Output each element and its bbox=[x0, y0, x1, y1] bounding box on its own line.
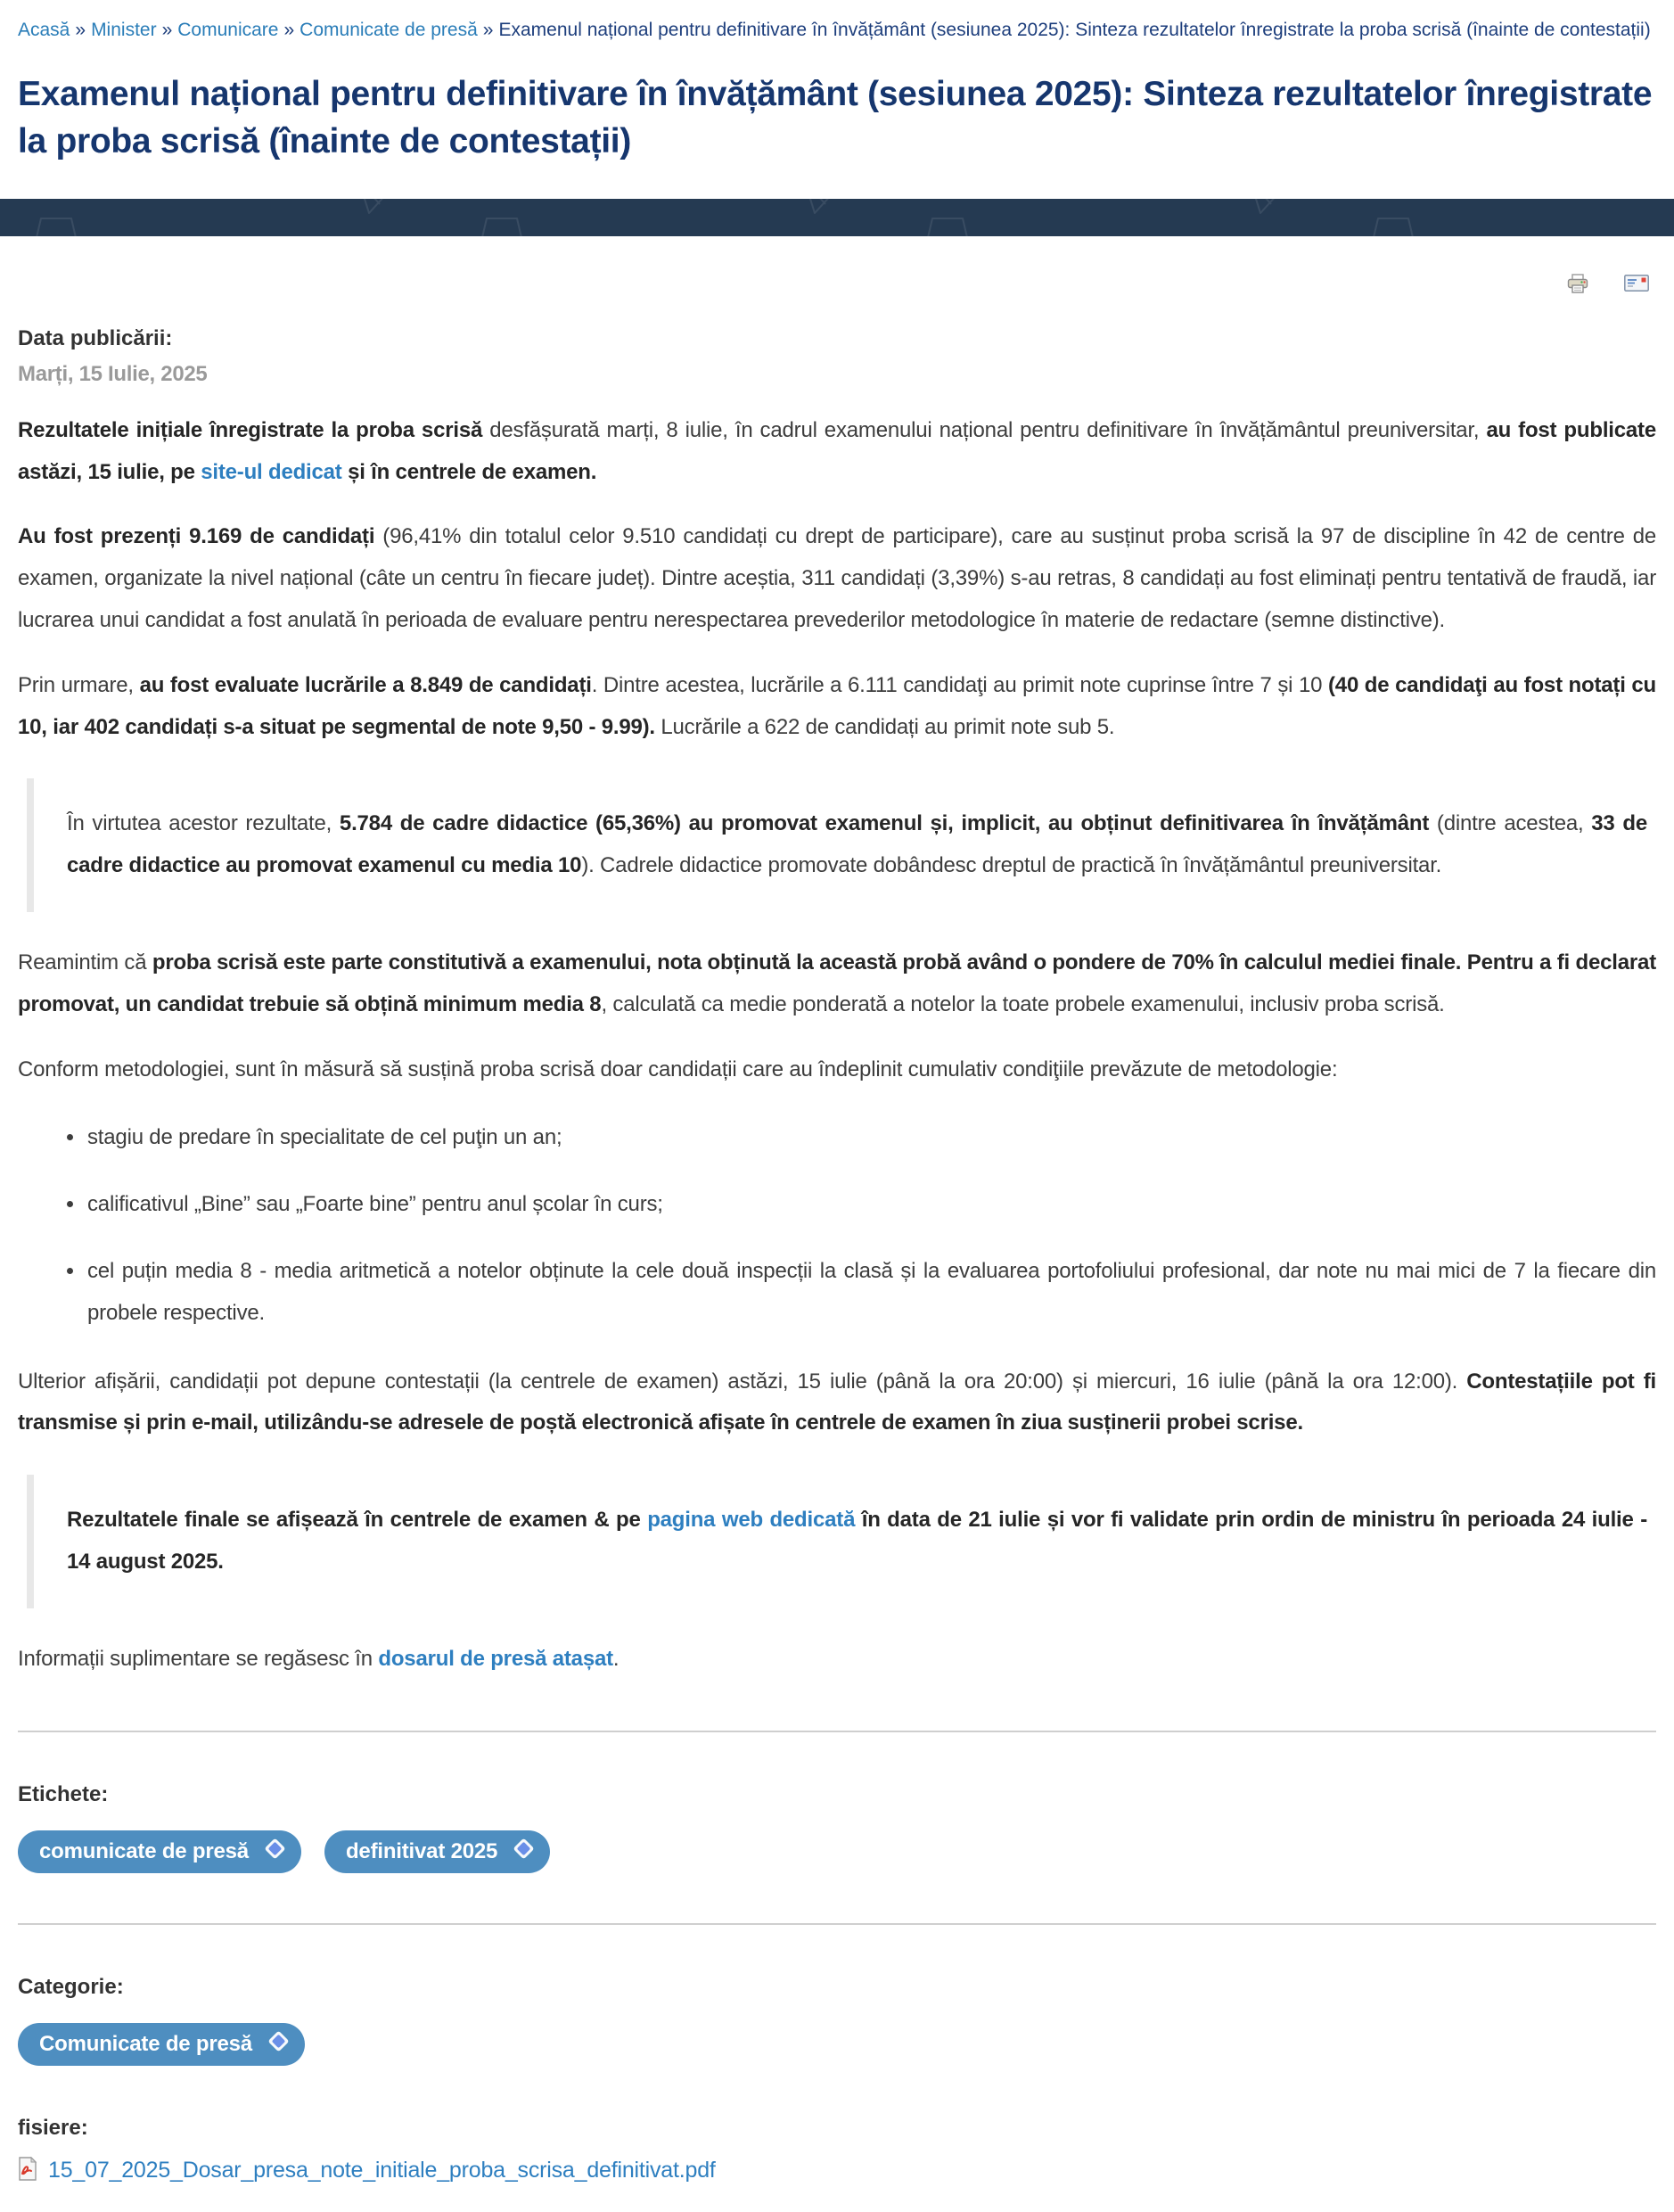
text-segment: , calculată ca medie ponderată a notelor la toate probele examenului, inclusiv proba scrisă. bbox=[601, 991, 1445, 1016]
blockquote-promotion-rate bbox=[27, 778, 1656, 912]
paragraph-results-published bbox=[18, 410, 1656, 494]
text-segment: Lucrările a 622 de candidați au primit note sub 5. bbox=[654, 714, 1115, 739]
list-item: • calificativul „Bine” sau „Foarte bine” pentru anul școlar în curs; bbox=[86, 1184, 1656, 1226]
publication-meta bbox=[18, 326, 1656, 387]
decorative-banner bbox=[0, 199, 1674, 236]
breadcrumb bbox=[18, 0, 1656, 47]
breadcrumb-link-acasa[interactable]: Acasă bbox=[18, 20, 70, 40]
breadcrumb-link-comunicate-de-presa[interactable]: Comunicate de presă bbox=[300, 20, 478, 40]
text-segment: Rezultatele finale se afișează în centrele de examen & pe bbox=[67, 1508, 648, 1533]
banner-pattern bbox=[0, 199, 1674, 236]
tag-pill-comunicate-de-presa[interactable] bbox=[18, 1830, 301, 1873]
blockquote-text bbox=[67, 803, 1647, 887]
list-item: • stagiu de predare în specialitate de cel puţin un an; bbox=[86, 1117, 1656, 1159]
category-row bbox=[18, 2023, 1656, 2066]
text-segment: 33 de cadre didactice au promovat examenul cu media 10 bbox=[67, 811, 1647, 878]
breadcrumb-link-minister[interactable]: Minister bbox=[91, 20, 157, 40]
pdf-file-icon bbox=[18, 2157, 37, 2185]
breadcrumb-current-page: Examenul național pentru definitivare în învățământ (sesiunea 2025): Sinteza rezultatelor înregistrate la proba scrisă (înainte de contestații) bbox=[498, 20, 1651, 40]
pdf-file-link[interactable]: 15_07_2025_Dosar_presa_note_initiale_proba_scrisa_definitivat.pdf bbox=[48, 2158, 716, 2183]
text-segment: Rezultatele inițiale înregistrate la proba scrisă bbox=[18, 417, 483, 442]
text-segment: desfășurată marți, 8 iulie, în cadrul examenului național pentru definitivare în învățământul preuniversitar, bbox=[482, 417, 1487, 442]
paragraph-methodology-intro bbox=[18, 1049, 1656, 1091]
breadcrumb-separator: » bbox=[75, 20, 86, 40]
breadcrumb-separator: » bbox=[161, 20, 173, 40]
tag-icon bbox=[267, 2029, 291, 2060]
text-segment: (dintre acestea, bbox=[1429, 811, 1592, 836]
paragraph-written-test-weight bbox=[18, 942, 1656, 1026]
text-segment: au fost publicate astăzi, 15 iulie, pe bbox=[18, 417, 1656, 484]
category-label: Categorie: bbox=[18, 1974, 124, 1999]
tag-pill-label: definitivat 2025 bbox=[345, 1838, 498, 1863]
paragraph-candidates-present bbox=[18, 516, 1656, 641]
text-segment: au fost evaluate lucrările a 8.849 de candidați bbox=[139, 672, 592, 697]
breadcrumb-separator: » bbox=[283, 20, 295, 40]
text-segment: . Dintre acestea, lucrările a 6.111 candidaţi au primit note cuprinse între 7 și 10 bbox=[591, 672, 1328, 697]
section-divider bbox=[18, 1923, 1656, 1925]
list-item: • cel puțin media 8 - media aritmetică a notelor obținute la cele două inspecții la clasă și la evaluarea portofoliului profesional, dar note nu mai mici de 7 la fiecare din probele respective. bbox=[86, 1251, 1656, 1335]
tag-icon bbox=[263, 1837, 287, 1867]
tag-pill-definitivat-2025[interactable] bbox=[324, 1830, 550, 1873]
text-segment: și în centrele de examen. bbox=[341, 459, 597, 484]
category-pill-label: Comunicate de presă bbox=[39, 2031, 252, 2056]
published-date-value: Marți, 15 Iulie, 2025 bbox=[18, 361, 208, 386]
text-segment: Reamintim că bbox=[18, 950, 152, 974]
tags-label: Etichete: bbox=[18, 1781, 109, 1806]
text-segment: 5.784 de cadre didactice (65,36%) au promovat examenul și, implicit, au obținut definitivarea în învățământ bbox=[339, 811, 1430, 836]
files-label: fisiere: bbox=[18, 2115, 88, 2140]
breadcrumb-link-comunicare[interactable]: Comunicare bbox=[177, 20, 279, 40]
paragraph-papers-evaluated bbox=[18, 665, 1656, 749]
paragraph-contestations bbox=[18, 1361, 1656, 1445]
article-toolbar bbox=[0, 236, 1674, 298]
inline-link[interactable]: site-ul dedicat bbox=[201, 459, 342, 484]
text-segment: Contestațiile pot fi transmise și prin e-mail, utilizându-se adresele de poștă electronică afișate în centrele de examen în ziua susținerii probei scrise. bbox=[18, 1369, 1656, 1435]
text-segment: . bbox=[612, 1646, 620, 1671]
email-icon[interactable] bbox=[1624, 275, 1649, 296]
blockquote-text bbox=[67, 1500, 1647, 1583]
inline-link[interactable]: dosarul de presă atașat bbox=[378, 1646, 613, 1671]
text-segment: Conform metodologiei, sunt în măsură să susțină proba scrisă doar candidații care au îndeplinit cumulativ condiţiile prevăzute de metodologie: bbox=[18, 1057, 1338, 1081]
text-segment: Informații suplimentare se regăsesc în bbox=[18, 1646, 379, 1671]
article-body bbox=[18, 410, 1656, 1681]
file-attachment-row bbox=[18, 2157, 1656, 2212]
text-segment: În virtutea acestor rezultate, bbox=[67, 811, 340, 836]
inline-link[interactable]: pagina web dedicată bbox=[647, 1508, 856, 1533]
tags-row bbox=[18, 1830, 1656, 1873]
section-divider bbox=[18, 1731, 1656, 1732]
text-segment: Prin urmare, bbox=[18, 672, 140, 697]
text-segment: în data de 21 iulie și vor fi validate prin ordin de ministru în perioada 24 iulie - 14 august 2025. bbox=[67, 1508, 1647, 1574]
tag-icon bbox=[512, 1837, 536, 1867]
printer-icon[interactable] bbox=[1567, 274, 1588, 298]
category-pill-comunicate-de-presa[interactable] bbox=[18, 2023, 305, 2066]
page-title: Examenul național pentru definitivare în învățământ (sesiunea 2025): Sinteza rezultatelor înregistrate la proba scrisă (înainte de contestații) bbox=[18, 74, 1653, 160]
text-segment: (40 de candidaţi au fost notați cu 10, iar 402 candidați s-a situat pe segmental de note 9,50 - 9.99). bbox=[18, 672, 1656, 739]
blockquote-final-results bbox=[27, 1475, 1656, 1608]
breadcrumb-separator: » bbox=[482, 20, 494, 40]
text-segment: ). Cadrele didactice promovate dobândesc dreptul de practică în învățământul preuniversitar. bbox=[581, 853, 1442, 878]
text-segment: (96,41% din totalul celor 9.510 candidați cu drept de participare), care au susținut proba scrisă la 97 de discipline în 42 de centre de examen, organizate la nivel național (câte un centru în fiecare județ). Dintre aceștia, 311 candidați (3,39%) s-au retras, 8 candidați au fost eliminați pentru tentativă de fraudă, iar lucrarea unui candidat a fost anulată în perioada de evaluare pentru nerespectarea prevederilor metodologice în materie de redactare (semne distinctive). bbox=[18, 524, 1656, 632]
published-date-label: Data publicării: bbox=[18, 325, 173, 350]
text-segment: Au fost prezenți 9.169 de candidați bbox=[18, 524, 375, 549]
text-segment: proba scrisă este parte constitutivă a examenului, nota obținută la această probă având o pondere de 70% în calculul mediei finale. Pentru a fi declarat promovat, un candidat trebuie să obțină minimum media 8 bbox=[18, 950, 1656, 1016]
tag-pill-label: comunicate de presă bbox=[39, 1838, 249, 1863]
paragraph-additional-info bbox=[18, 1639, 1656, 1681]
text-segment: Ulterior afișării, candidații pot depune contestații (la centrele de examen) astăzi, 15 iulie (până la ora 20:00) și miercuri, 16 iulie (până la ora 12:00). bbox=[18, 1369, 1467, 1394]
conditions-list bbox=[18, 1117, 1656, 1334]
